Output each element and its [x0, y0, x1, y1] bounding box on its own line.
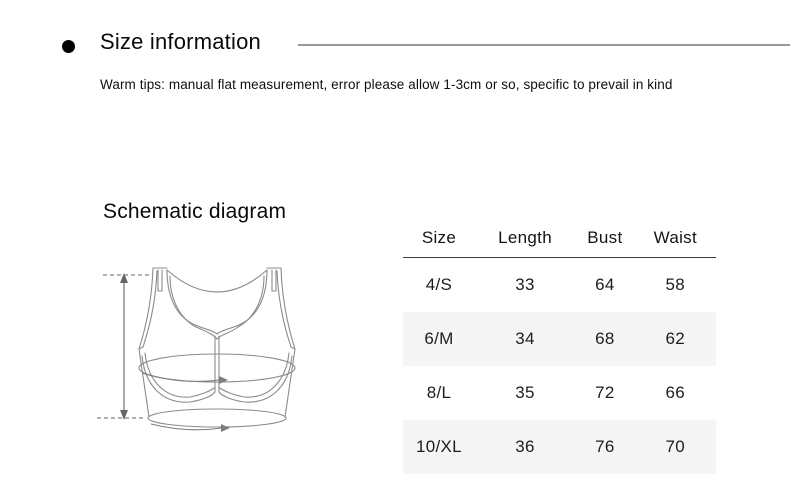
cell-waist: 58 — [665, 275, 686, 294]
cell-length: 33 — [515, 275, 535, 294]
size-table — [403, 219, 716, 474]
bra-schematic-icon — [95, 258, 335, 498]
cell-size: 6/M — [424, 329, 454, 348]
cell-bust: 76 — [595, 437, 615, 456]
cell-waist: 66 — [665, 383, 686, 402]
cell-size: 8/L — [426, 383, 452, 402]
cell-bust: 64 — [595, 275, 615, 294]
table-row — [403, 258, 716, 312]
cell-size: 4/S — [425, 275, 453, 294]
cell-size: 10/XL — [416, 437, 462, 456]
size-table-body — [403, 258, 716, 474]
bra-outline — [139, 268, 295, 427]
cell-length: 35 — [515, 383, 535, 402]
cell-length: 34 — [515, 329, 535, 348]
column-header-size: Size — [421, 228, 457, 247]
cell-bust: 72 — [595, 383, 615, 402]
section-title: Size information — [100, 29, 261, 54]
cell-length: 36 — [515, 437, 535, 456]
column-header-bust: Bust — [587, 228, 623, 247]
warm-tips-text: Warm tips: manual flat measurement, error please allow 1-3cm or so, specific to prevail in kind — [100, 77, 673, 92]
column-header-length: Length — [498, 228, 552, 247]
column-header-waist: Waist — [653, 228, 697, 247]
cell-bust: 68 — [595, 329, 615, 348]
cell-waist: 70 — [665, 437, 686, 456]
waist-circumference-arrow — [151, 424, 230, 432]
schematic-diagram-heading: Schematic diagram — [103, 200, 287, 223]
cell-waist: 62 — [665, 329, 686, 348]
table-row — [403, 366, 716, 420]
table-row — [403, 312, 716, 366]
bullet-icon — [62, 40, 75, 53]
size-table-header — [403, 219, 716, 258]
table-row — [403, 420, 716, 474]
divider-line — [298, 44, 790, 46]
